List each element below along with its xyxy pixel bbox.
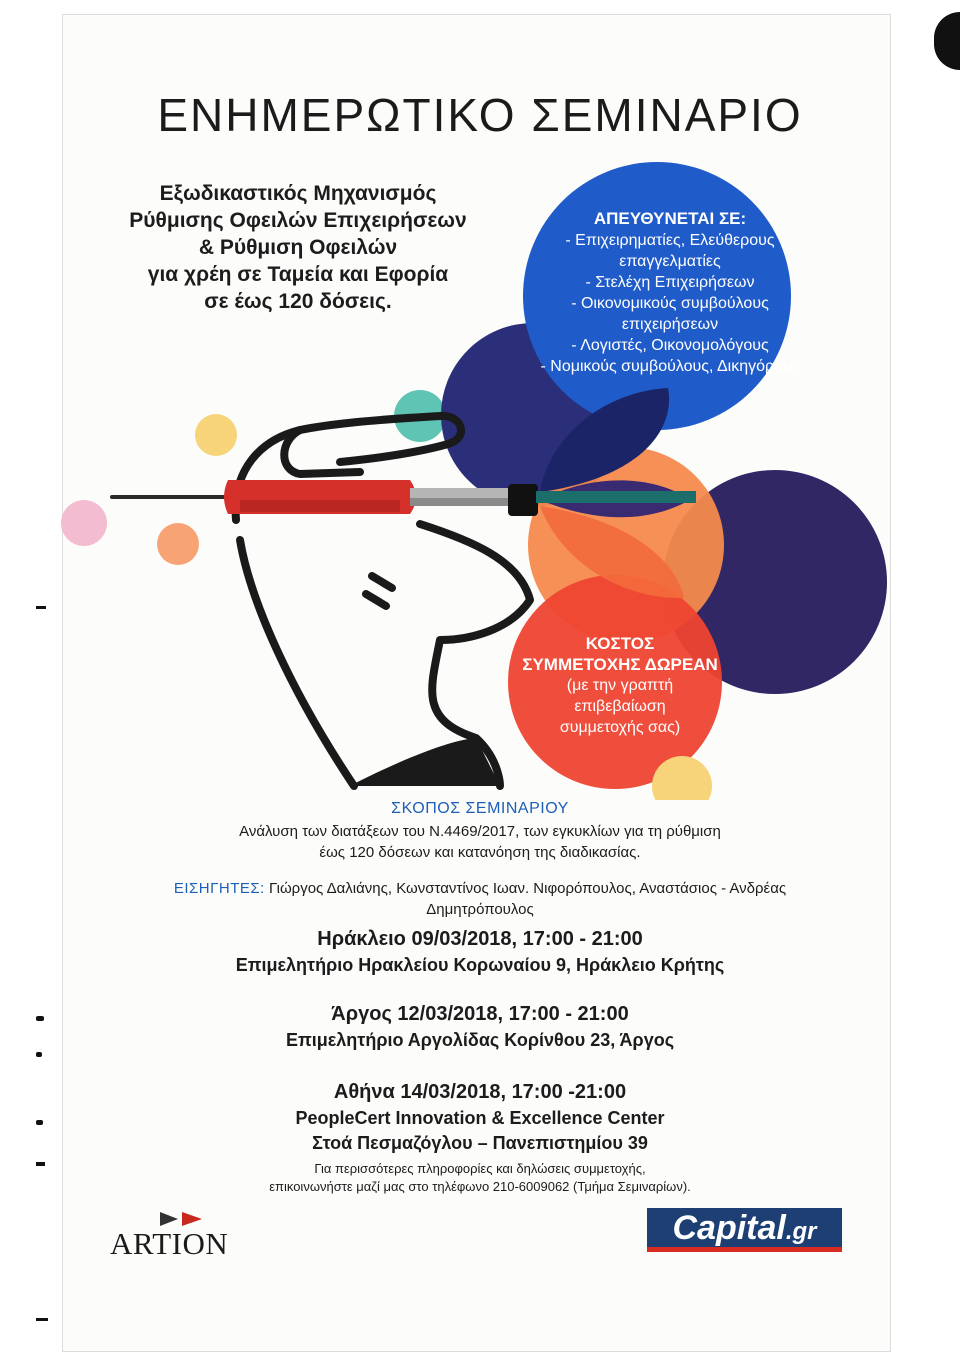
subtitle-line: Ρύθμισης Οφειλών Επιχειρήσεων [129,209,467,232]
purpose-line: Ανάλυση των διατάξεων του Ν.4469/2017, των εγκυκλίων για τη ρύθμιση [239,823,721,840]
small-orange-circle [157,523,199,565]
scan-mark [36,1318,48,1321]
cost-note: (με την γραπτή [566,677,674,694]
subtitle-line: & Ρύθμιση Οφειλών [198,236,398,259]
cost-free-label: ΣΥΜΜΕΤΟΧΗΣ ΔΩΡΕΑΝ [522,655,718,674]
dart-stem [536,491,696,503]
hand-cuff [350,738,500,786]
contact-line: επικοινωνήστε μαζί μας στο τηλέφωνο 210-6009062 (Τμήμα Σεμιναρίων). [269,1179,691,1194]
small-yellow-circle [195,414,237,456]
small-pink-circle [61,500,107,546]
purpose-line: έως 120 δόσεων και κατανόηση της διαδικασίας. [319,844,641,861]
event-argos [0,1000,960,1053]
audience-line: - Νομικούς συμβούλους, Δικηγόρους [540,358,800,375]
audience-line: επιχειρήσεων [621,316,719,333]
contact-line: Για περισσότερες πληροφορίες και δηλώσεις συμμετοχής, [314,1161,646,1176]
audience-line: - Στελέχη Επιχειρήσεων [585,274,755,291]
event-venue: Επιμελητήριο Αργολίδας Κορίνθου 23, Άργος [285,1030,675,1050]
event-heraklion [0,925,960,978]
event-datetime: Αθήνα 14/03/2018, 17:00 -21:00 [333,1081,627,1103]
artion-wordmark: ARTION [110,1226,229,1261]
contact-info [180,1160,780,1196]
audience-heading: ΑΠΕΥΘΥΝΕΤΑΙ ΣΕ: [593,209,747,228]
audience-line: επαγγελματίες [619,253,721,270]
subtitle-line: Εξωδικαστικός Μηχανισμός [159,182,437,205]
speakers-label: ΕΙΣΗΓΗΤΕΣ: [173,880,265,897]
dart-collar [508,484,538,516]
event-datetime: Ηράκλειο 09/03/2018, 17:00 - 21:00 [317,928,643,950]
dart-barrel-shade [240,500,400,512]
audience-line: - Οικονομικούς συμβούλους [571,295,769,312]
audience-panel [520,208,820,377]
page-title: ΕΝΗΜΕΡΩΤΙΚΟ ΣΕΜΙΝΑΡΙΟ [157,89,803,141]
cost-panel [500,633,740,738]
subtitle-line: για χρέη σε Ταμεία και Εφορία [147,263,449,286]
cost-note: συμμετοχής σας) [559,719,681,736]
event-athens [0,1078,960,1156]
event-datetime: Άργος 12/03/2018, 17:00 - 21:00 [331,1003,629,1025]
audience-line: - Επιχειρηματίες, Ελεύθερους [565,232,775,249]
event-address: Στοά Πεσμαζόγλου – Πανεπιστημίου 39 [312,1133,648,1153]
speakers-names: Γιώργος Δαλιάνης, Κωνσταντίνος Ιωαν. Νιφορόπουλος, Αναστάσιος - Ανδρέας [264,880,787,897]
speakers-names-cont: Δημητρόπουλος [426,901,534,918]
speakers [120,878,840,920]
capital-wordmark: Capital [672,1209,786,1247]
purpose-heading: ΣΚΟΠΟΣ ΣΕΜΙΝΑΡΙΟΥ [391,800,569,817]
cost-note: επιβεβαίωση [574,698,666,715]
audience-line: - Λογιστές, Οικονομολόγους [571,337,769,354]
capital-suffix: .gr [785,1218,817,1245]
purpose-text [180,821,780,863]
subtitle-line: σε έως 120 δόσεις. [204,290,392,313]
dart-shaft-shade [410,498,514,506]
event-venue: Επιμελητήριο Ηρακλείου Κορωναίου 9, Ηράκλειο Κρήτης [235,955,725,975]
scan-mark [36,1162,45,1166]
event-venue: PeopleCert Innovation & Excellence Center [295,1108,665,1128]
cost-heading: ΚΟΣΤΟΣ [585,634,655,653]
capital-logo [647,1208,842,1252]
